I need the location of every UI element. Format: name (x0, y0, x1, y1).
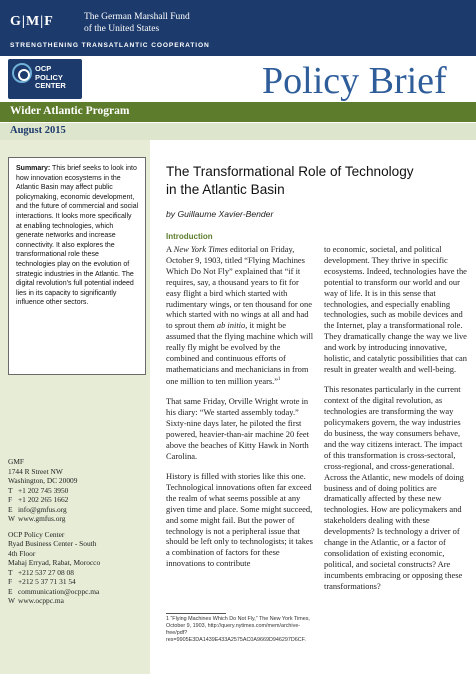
program-band (0, 102, 476, 122)
gmf-address-line1: 1744 R Street NW (8, 466, 63, 476)
gmf-phone-value: +1 202 745 3950 (18, 485, 69, 495)
summary-label: Summary: (16, 165, 51, 172)
paragraph-2: That same Friday, Orville Wright wrote in his diary: “We started assembly today.” Sixty-nine days later, he piloted the first powered, heavier-than-air machine 20 feet above the beaches of Kitty Hawk in North Carolina. (166, 396, 309, 461)
article-title-line2: in the Atlantic Basin (166, 182, 285, 197)
program-name: Wider Atlantic Program (10, 105, 130, 117)
gmf-logo: G|M|F (10, 14, 54, 29)
ocp-fax-value: +212 5 37 71 31 54 (18, 577, 76, 586)
gmf-name (84, 11, 190, 35)
ocp-fax (8, 577, 148, 587)
paragraph-4: to economic, societal, and political development. They thrive in specific ecosystems. Indeed, technologies have the potential to transform our world and our way of life. It is in this sense that technologies, and especially enabling technologies, such as mobile devices and the Internet, play a transformational role. They dramatically change the way we live and work by introducing innovative, holistic, and catalytic possibilities that can result in greater wealth and well-being. (324, 244, 467, 374)
gmf-name-line2: of the United States (84, 24, 160, 34)
article-column-1 (166, 244, 314, 579)
ocp-logo (8, 59, 82, 99)
article-title (166, 163, 466, 199)
ocp-address-line3: Mahaj Erryad, Rabat, Morocco (8, 558, 101, 567)
gmf-name-line1: The German Marshall Fund (84, 12, 190, 22)
footnote: 1 “Flying Machines Which Do Not Fly,” The New York Times, October 9, 1903, http://query.nytimes.com/mem/archive-free/pdf?res=9905E3DA1439E433A2575AC0A9669D946297D6CF. (166, 616, 310, 643)
article-column-2 (324, 244, 470, 601)
ocp-email-link[interactable]: communication@ocppc.ma (18, 586, 100, 596)
phone-key: T (8, 485, 13, 495)
ocp-contact-name: OCP Policy Center (8, 529, 65, 539)
publication-date: August 2015 (10, 125, 66, 136)
ocp-logo-line3: CENTER (35, 81, 66, 90)
footnote-rule (166, 613, 226, 614)
summary-box (8, 157, 146, 375)
gmf-web-link[interactable]: www.gmfus.org (18, 514, 66, 523)
section-heading: Introduction (166, 232, 213, 241)
ocp-address-line2: 4th Floor (8, 548, 36, 558)
phone-key: T (8, 567, 13, 577)
date-band (0, 123, 476, 140)
web-key: W (8, 596, 15, 605)
paragraph-1: A New York Times editorial on Friday, October 9, 1903, titled “Flying Machines Which Do Not Fly” explained that “if it requires, say, a thousand years to fit for easy flight a bird which started with rudimentary wings, or ten thousand for one which started with no wings at all and had to sprout them ab initio, it might be assumed that the flying machine which will really fly might be evolved by the combined and continuous efforts of mathematicians and mechanicians in from one million to ten million years.”$^1$ (166, 244, 314, 386)
ocp-web-link[interactable]: www.ocppc.ma (18, 596, 64, 605)
fax-key: F (8, 495, 13, 504)
summary-text: This brief seeks to look into how innovation ecosystems in the Atlantic Basin may affect public policymaking, economic development, and the future of commercial and social interactions. It looks more specifically at enabling technologies, which generate networks and increase connectivity. It also explores the transformational role these technologies play on the evolution of strategic industries in the Atlantic. The digital revolution’s full potential indeed lies in its capacity to significantly influence other sectors. (16, 165, 139, 307)
gmf-address-line2: Washington, DC 20009 (8, 476, 78, 485)
ocp-logo-text (35, 65, 66, 91)
paragraph-3: History is filled with stories like this one. Technological innovations often far exceed the realm of what seems possible at any given time and place. Some might succeed, and some might fail. But the power of technology is not a peripheral issue that should be left only to technologists; it takes a combination of factors for these innovations to contribute (166, 471, 313, 569)
ocp-phone (8, 568, 148, 578)
ocp-web (8, 596, 148, 606)
gmf-email (8, 505, 148, 515)
ocp-inner-ring-icon (18, 69, 30, 81)
contact-info (8, 457, 148, 606)
gmf-phone (8, 486, 148, 496)
email-key: E (8, 504, 13, 514)
fax-key: F (8, 577, 13, 586)
ocp-email (8, 587, 148, 597)
article-author: by Guillaume Xavier-Bender (166, 209, 274, 219)
web-key: W (8, 514, 15, 523)
gmf-web (8, 514, 148, 524)
ocp-address-line1: Ryad Business Center - South (8, 539, 97, 548)
paragraph-5: This resonates particularly in the current context of the digital revolution, as technologies are transforming the way policymakers govern, the way industries do business, the way consumers behave, and the way citizens interact. The impact of this transformation is cross-sectoral, cross-regional, and cross-generational. Across the Atlantic, new models of doing business and of doing politics are dramatically affected by these new technologies. How are policymakers and stakeholders dealing with these developments? Is technology a driver of change in the Atlantic, or a factor of consolidation of existing economic, political, and societal constructs? Are incumbents embracing or opposing these transformations? (324, 384, 464, 591)
gmf-fax-value: +1 202 265 1662 (18, 495, 69, 504)
ocp-logo-line2: POLICY (35, 72, 63, 82)
gmf-fax (8, 495, 148, 505)
ocp-logo-line1: OCP (35, 64, 52, 73)
ocp-phone-value: +212 537 27 08 08 (18, 567, 74, 577)
gmf-contact-name: GMF (8, 457, 25, 466)
newspaper-name: New York Times (173, 244, 228, 254)
gmf-email-link[interactable]: info@gmfus.org (18, 504, 67, 514)
footnote-marker: 1 (278, 376, 281, 382)
email-key: E (8, 586, 13, 596)
doc-type-title: Policy Brief (262, 60, 447, 102)
article-title-line1: The Transformational Role of Technology (166, 164, 414, 179)
gmf-tagline: STRENGTHENING TRANSATLANTIC COOPERATION (10, 42, 210, 49)
